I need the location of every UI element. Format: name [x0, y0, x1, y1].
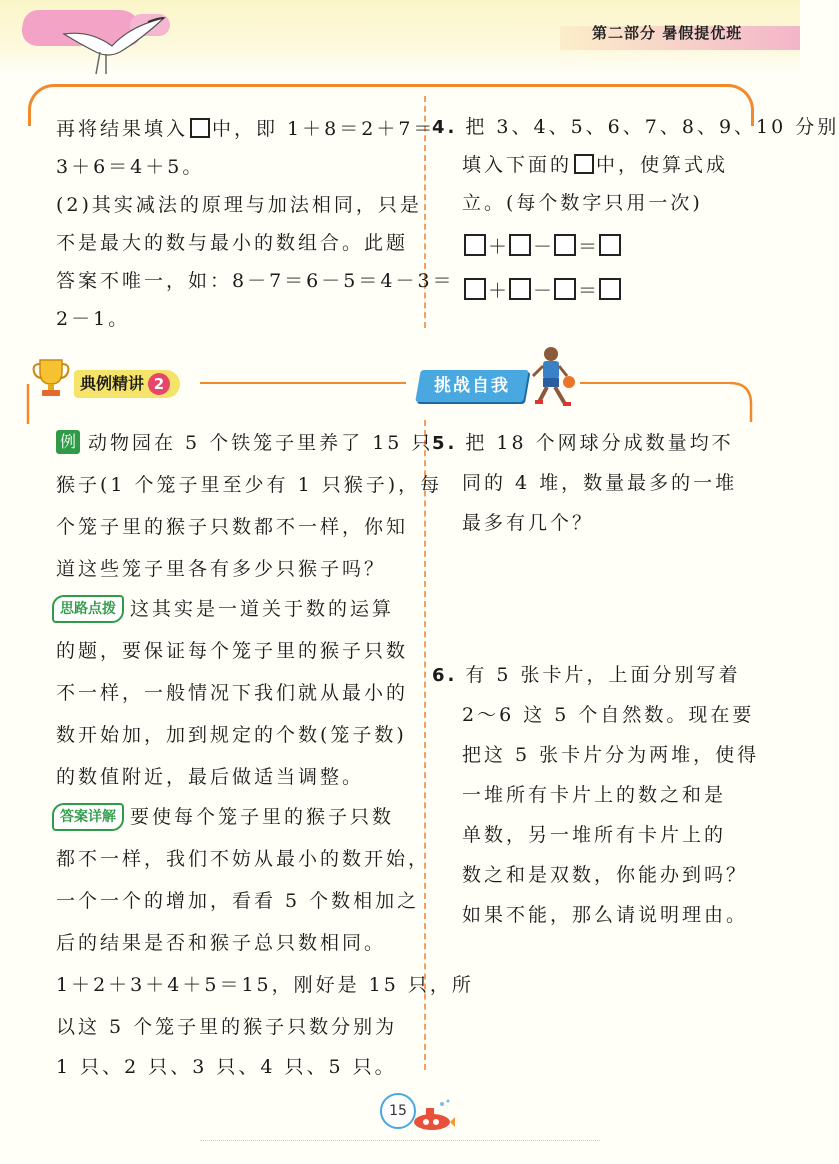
question-number: 4.: [432, 117, 458, 138]
example-badge: 例: [56, 430, 80, 454]
question-6-line: 一堆所有卡片上的数之和是: [462, 784, 727, 806]
question-6-line: 单数，另一堆所有卡片上的: [462, 824, 727, 846]
section-line: [580, 382, 732, 384]
question-6-line: 如果不能，那么请说明理由。: [462, 904, 749, 926]
section-title: 第二部分 暑假提优班: [592, 24, 743, 42]
question-4-line: 立。(每个数字只用一次): [462, 192, 703, 214]
solution-line: 3＋6＝4＋5。: [56, 156, 205, 178]
question-6-line: 数之和是双数，你能办到吗？: [462, 864, 749, 886]
hint-line: 的数值附近，最后做适当调整。: [56, 766, 365, 788]
question-number: 5.: [432, 433, 458, 454]
answer-box[interactable]: [509, 234, 531, 256]
question-5: 5. 把 18 个网球分成数量均不: [432, 432, 734, 454]
seagull-icon: [60, 12, 170, 78]
question-5-line: 同的 4 堆，数量最多的一堆: [462, 472, 738, 494]
hint-tag: 思路点拨: [52, 595, 124, 623]
answer-line: 1＋2＋3＋4＋5＝15，刚好是 15 只，所: [56, 974, 474, 996]
question-6: 6. 有 5 张卡片，上面分别写着: [432, 664, 741, 686]
example-number-badge: 2: [148, 373, 170, 395]
hint-line: 的题，要保证每个笼子里的猴子只数: [56, 640, 409, 662]
answer-box[interactable]: [599, 278, 621, 300]
solution-line: 不是最大的数与最小的数组合。此题: [56, 232, 409, 254]
answer-box: [574, 154, 594, 174]
example-problem-line: 猴子(1 个笼子里至少有 1 只猴子)，每: [56, 474, 443, 496]
answer-line: 都不一样，我们不妨从最小的数开始，: [56, 848, 431, 870]
solution-line: 2－1。: [56, 308, 131, 330]
answer-box[interactable]: [554, 234, 576, 256]
hint-line: 数开始加，加到规定的个数(笼子数): [56, 724, 407, 746]
solution-line: 答案不唯一，如：8－7＝6－5＝4－3＝: [56, 270, 455, 292]
answer-box[interactable]: [554, 278, 576, 300]
example-problem-line: 道这些笼子里各有多少只猴子吗？: [56, 558, 387, 580]
answer-box[interactable]: [509, 278, 531, 300]
answer-box: [190, 118, 210, 138]
answer-tag: 答案详解: [52, 803, 124, 831]
basketball-player-icon: [525, 346, 577, 410]
question-number: 6.: [432, 665, 458, 686]
question-4: 4. 把 3、4、5、6、7、8、9、10 分别: [432, 116, 839, 138]
submarine-icon: [412, 1098, 456, 1132]
equation-row: ＋ － ＝: [462, 228, 623, 266]
frame-corner: [26, 384, 50, 424]
challenge-section-label: 挑战自我: [415, 370, 529, 402]
answer-line: 后的结果是否和猴子总只数相同。: [56, 932, 387, 954]
answer-line: 1 只、2 只、3 只、4 只、5 只。: [56, 1056, 397, 1078]
answer-line: 以这 5 个笼子里的猴子只数分别为: [56, 1016, 398, 1038]
equation-row: ＋ － ＝: [462, 272, 623, 310]
answer-box[interactable]: [464, 278, 486, 300]
question-6-line: 2～6 这 5 个自然数。现在要: [462, 704, 755, 726]
answer-box[interactable]: [599, 234, 621, 256]
question-5-line: 最多有几个？: [462, 512, 595, 534]
answer-line: 一个一个的增加，看看 5 个数相加之: [56, 890, 420, 912]
hint-line: 思路点拨 这其实是一道关于数的运算: [52, 590, 394, 628]
example-problem-line: 个笼子里的猴子只数都不一样，你知: [56, 516, 409, 538]
section-line: [200, 382, 406, 384]
example-problem-line: 例 动物园在 5 个铁笼子里养了 15 只: [56, 424, 433, 462]
page-number: 15: [380, 1093, 416, 1129]
frame-corner: [730, 382, 754, 422]
answer-box[interactable]: [464, 234, 486, 256]
question-6-line: 把这 5 张卡片分为两堆，使得: [462, 744, 760, 766]
solution-line: (2)其实减法的原理与加法相同，只是: [56, 194, 422, 216]
hint-line: 不一样，一般情况下我们就从最小的: [56, 682, 409, 704]
answer-line: 答案详解 要使每个笼子里的猴子只数: [52, 798, 394, 836]
question-4-line: 填入下面的 中，使算式成: [462, 154, 729, 176]
example-section-label: 典例精讲 2: [74, 370, 180, 398]
solution-line: 再将结果填入 中，即 1＋8＝2＋7＝: [56, 118, 436, 140]
